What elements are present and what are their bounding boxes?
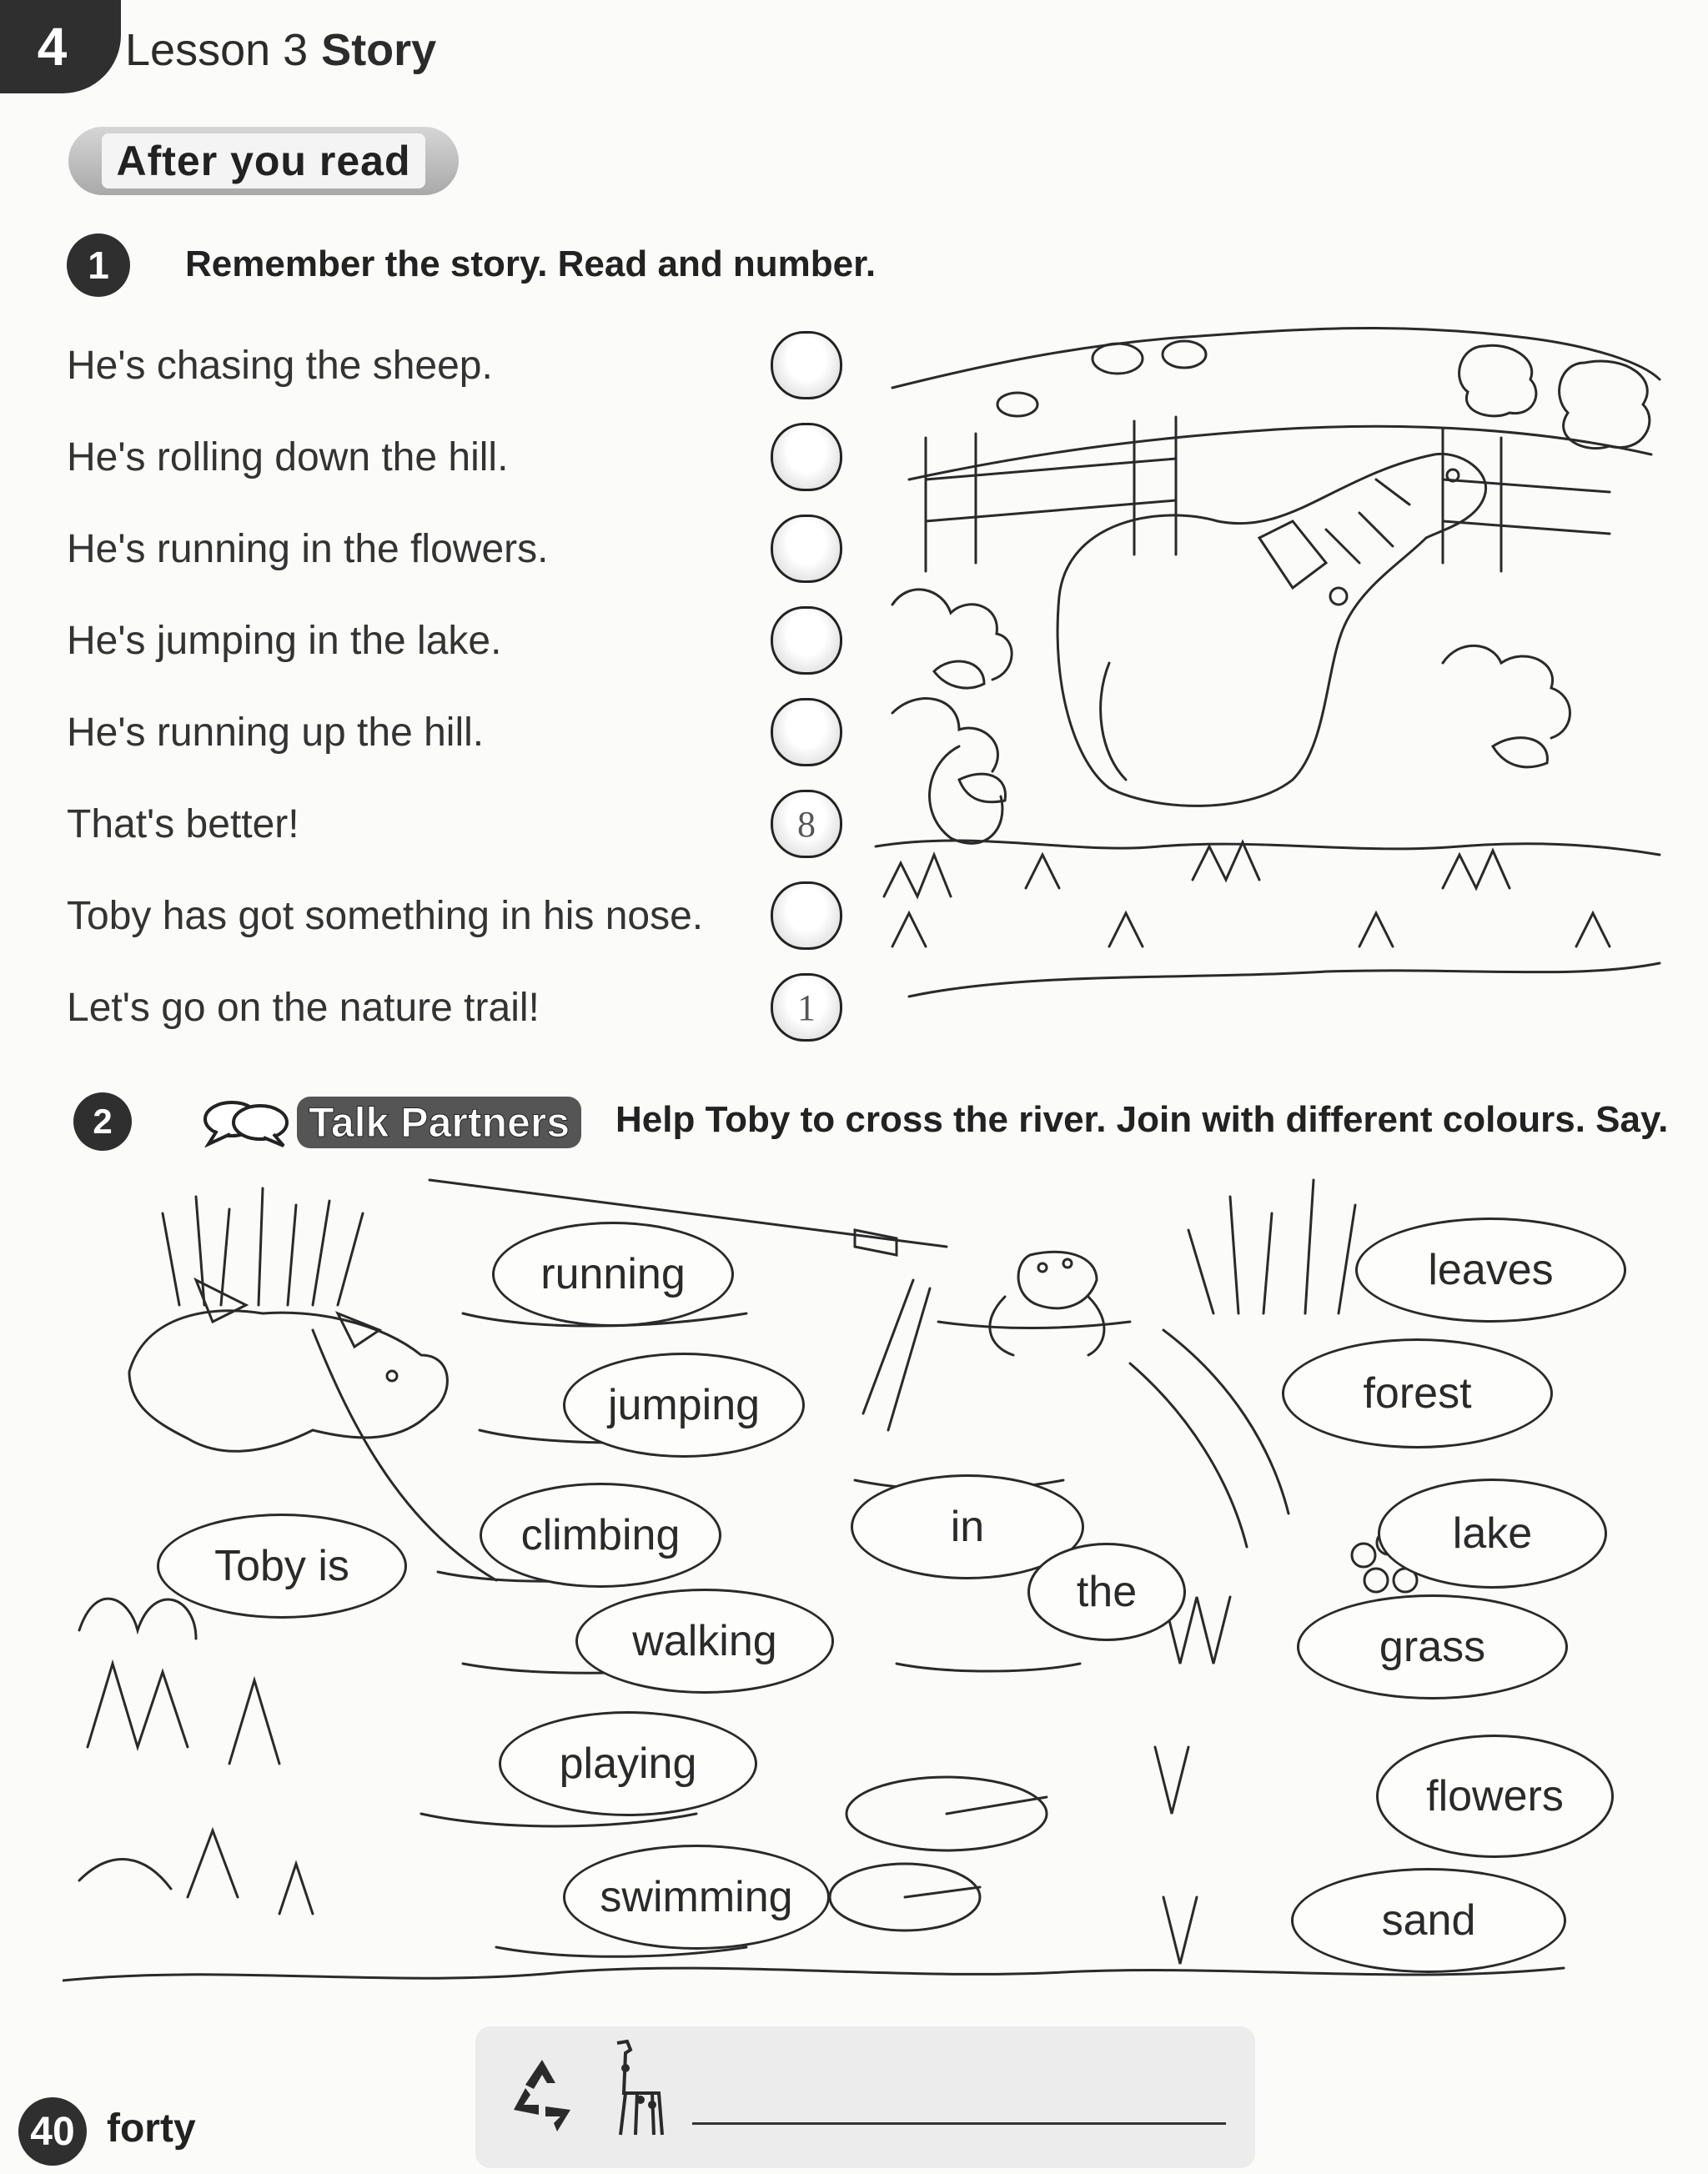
writing-line[interactable] [692,2122,1226,2125]
stone-verb[interactable]: swimming [563,1845,830,1950]
unit-number: 4 [37,17,68,77]
after-you-read-banner [68,127,459,195]
talk-partners-badge [200,1092,581,1152]
exercise-1-instruction: Remember the story. Read and number. [185,244,877,284]
sentence-text: He's running up the hill. [67,710,485,755]
exercise-2-number: 2 [73,1092,132,1151]
stone-article[interactable]: the [1027,1543,1186,1641]
sentence-row [67,870,842,961]
answer-oval[interactable]: 8 [771,790,842,858]
lesson-label: Lesson 3 [125,25,309,75]
sentence-text: He's jumping in the lake. [67,618,502,663]
answer-oval[interactable] [771,698,842,766]
page-number-badge: 40 [18,2097,87,2166]
stone-noun[interactable]: lake [1378,1479,1607,1589]
stone-verb[interactable]: walking [575,1589,834,1694]
sentence-row [67,595,842,686]
sentence-row [67,686,842,778]
exercise-1-number: 1 [67,233,130,297]
sentence-text: Toby has got something in his nose. [67,893,704,938]
page-number-word: forty [107,2106,196,2151]
answer-oval[interactable] [771,423,842,491]
stone-verb[interactable]: playing [499,1711,757,1816]
stone-verb[interactable]: climbing [480,1483,721,1588]
stone-noun[interactable]: leaves [1355,1218,1626,1323]
answer-oval[interactable] [771,331,842,399]
sentence-row [67,961,842,1053]
exercise-2-instruction: Help Toby to cross the river. Join with different colours. Say. [615,1099,1669,1140]
sentence-text: He's rolling down the hill. [67,434,509,479]
speech-bubbles-icon [200,1097,292,1147]
answer-oval[interactable] [771,515,842,583]
stone-noun[interactable]: forest [1282,1338,1553,1448]
answer-oval[interactable]: 1 [771,973,842,1042]
after-you-read-label: After you read [102,133,426,188]
stone-preposition[interactable]: in [851,1474,1084,1579]
stone-noun[interactable]: sand [1291,1868,1566,1973]
lesson-title [125,18,1042,82]
stone-verb[interactable]: jumping [563,1353,805,1458]
sentence-text: Let's go on the nature trail! [67,985,540,1030]
sentence-row [67,778,842,870]
stone-noun[interactable]: flowers [1376,1735,1614,1858]
sentence-row [67,411,842,503]
sentence-row [67,319,842,411]
answer-oval[interactable] [771,881,842,950]
giraffe-icon [600,2035,676,2143]
stone-verb[interactable]: running [492,1222,734,1327]
sentence-text: That's better! [67,801,299,846]
dog-field-illustration [859,313,1676,1038]
sentence-row [67,503,842,595]
sentence-text: He's chasing the sheep. [67,343,493,388]
stone-start[interactable]: Toby is [157,1514,407,1619]
recycle-icon [500,2051,584,2135]
talk-partners-label: Talk Partners [297,1097,581,1148]
stone-noun[interactable]: grass [1297,1594,1568,1700]
sentence-text: He's running in the flowers. [67,526,549,571]
answer-oval[interactable] [771,606,842,675]
unit-number-tab [0,0,121,93]
footer-panel [475,2026,1255,2168]
section-label: Story [321,25,437,75]
